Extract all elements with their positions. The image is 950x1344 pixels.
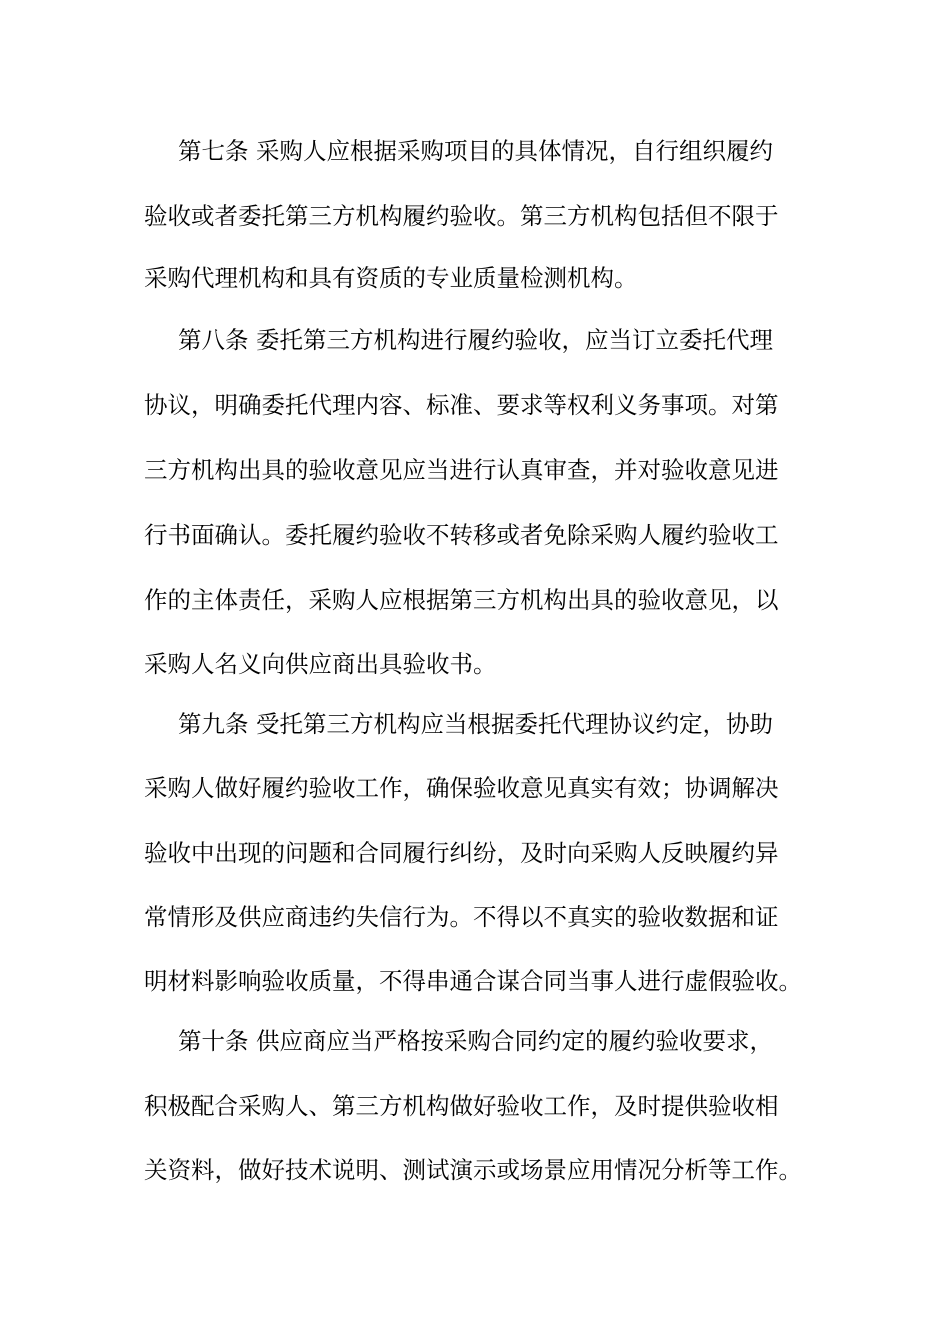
- text-line: 第八条 委托第三方机构进行履约验收，应当订立委托代理: [178, 326, 773, 354]
- text-line: 验收中出现的问题和合同履行纠纷，及时向采购人反映履约异: [144, 839, 779, 867]
- text-line: 第九条 受托第三方机构应当根据委托代理协议约定，协助: [178, 710, 773, 738]
- text-line: 第七条 采购人应根据采购项目的具体情况，自行组织履约: [178, 137, 773, 165]
- text-line: 验收或者委托第三方机构履约验收。第三方机构包括但不限于: [144, 202, 779, 230]
- text-line: 采购人名义向供应商出具验收书。: [144, 650, 497, 678]
- text-line: 常情形及供应商违约失信行为。不得以不真实的验收数据和证: [144, 903, 779, 931]
- text-line: 明材料影响验收质量，不得串通合谋合同当事人进行虚假验收。: [144, 967, 802, 995]
- text-line: 作的主体责任，采购人应根据第三方机构出具的验收意见，以: [144, 586, 779, 614]
- text-line: 三方机构出具的验收意见应当进行认真审查，并对验收意见进: [144, 456, 779, 484]
- text-line: 关资料，做好技术说明、测试演示或场景应用情况分析等工作。: [144, 1156, 802, 1184]
- text-line: 第十条 供应商应当严格按采购合同约定的履约验收要求，: [178, 1027, 773, 1055]
- text-line: 积极配合采购人、第三方机构做好验收工作，及时提供验收相: [144, 1092, 779, 1120]
- text-line: 采购人做好履约验收工作，确保验收意见真实有效；协调解决: [144, 774, 779, 802]
- text-line: 采购代理机构和具有资质的专业质量检测机构。: [144, 264, 638, 292]
- text-line: 行书面确认。委托履约验收不转移或者免除采购人履约验收工: [144, 521, 779, 549]
- text-line: 协议，明确委托代理内容、标准、要求等权利义务事项。对第: [144, 391, 779, 419]
